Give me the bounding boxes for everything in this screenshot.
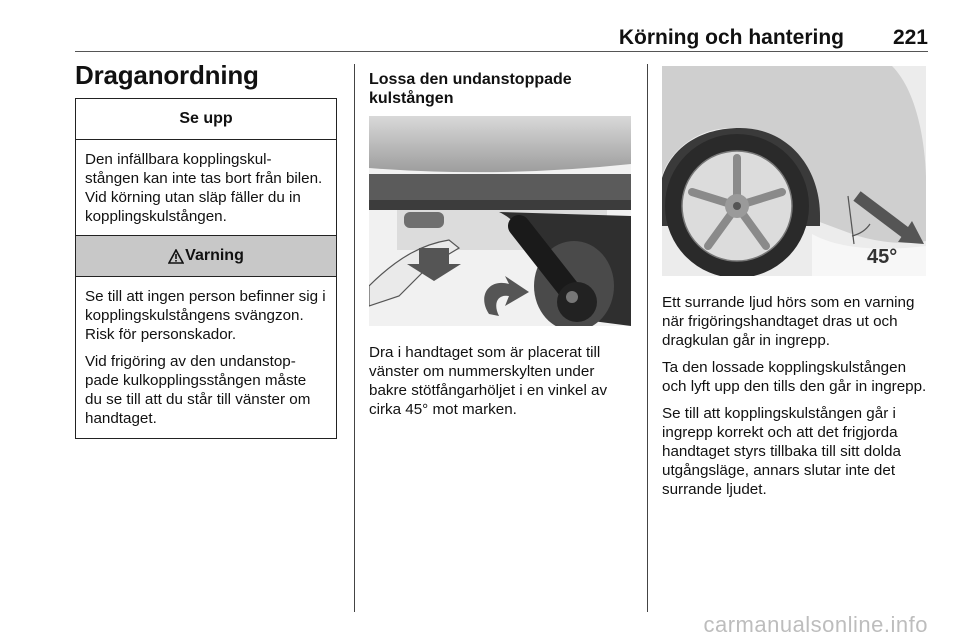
middle-paragraph: Dra i handtaget som är placerat till vänster om nummerskylten under bakre stötfångarhöljet i en vinkel av cirka 45° mot marken. (369, 344, 608, 418)
page-number: 221 (892, 26, 928, 49)
middle-text (369, 343, 634, 419)
header-title: Körning och hantering (618, 26, 844, 49)
right-paragraph-2: Ta den lossade kopplingskulstången och lyft upp den tills den går in ingrepp. (662, 359, 927, 395)
caution-heading: Se upp (76, 99, 336, 140)
caution-body (76, 140, 336, 236)
warning-heading-bar (76, 236, 336, 277)
car-rear-illustration (662, 66, 926, 276)
caution-text: Den infällbara kopplingskul-stången kan inte tas bort från bilen. Vid körning utan släp fäller du in kopplingskulstången. (85, 151, 323, 225)
column-divider-1 (354, 64, 355, 612)
warning-body (76, 277, 336, 438)
warning-triangle-icon (168, 249, 184, 264)
right-text (662, 293, 930, 499)
section-title: Draganordning (75, 60, 259, 90)
header-rule (75, 51, 928, 52)
warning-paragraph-1: Se till att ingen person befinner sig i kopplingskulstångens svängzon. Risk för personskador. (85, 288, 326, 343)
warning-box (75, 235, 337, 439)
warning-heading: Varning (185, 247, 244, 264)
caution-box (75, 98, 337, 237)
column-divider-2 (647, 64, 648, 612)
angle-label: 45° (867, 246, 898, 268)
warning-paragraph-2: Vid frigöring av den undanstop-pade kulkopplingsstången måste du se till att du står till vänster om handtaget. (85, 353, 311, 427)
right-paragraph-3: Se till att kopplingskulstången går i ingrepp korrekt och att det frigjorda handtaget styrs tillbaka till sitt dolda utgångsläge, annars slutar inte det surrande ljudet. (662, 405, 901, 498)
right-paragraph-1: Ett surrande ljud hörs som en varning när frigöringshandtaget dras ut och dragkulan går in ingrepp. (662, 294, 915, 349)
tow-bar-release-illustration (369, 116, 631, 326)
subsection-title: Lossa den undanstoppade kulstången (369, 71, 572, 107)
watermark: carmanualsonline.info (703, 612, 928, 637)
